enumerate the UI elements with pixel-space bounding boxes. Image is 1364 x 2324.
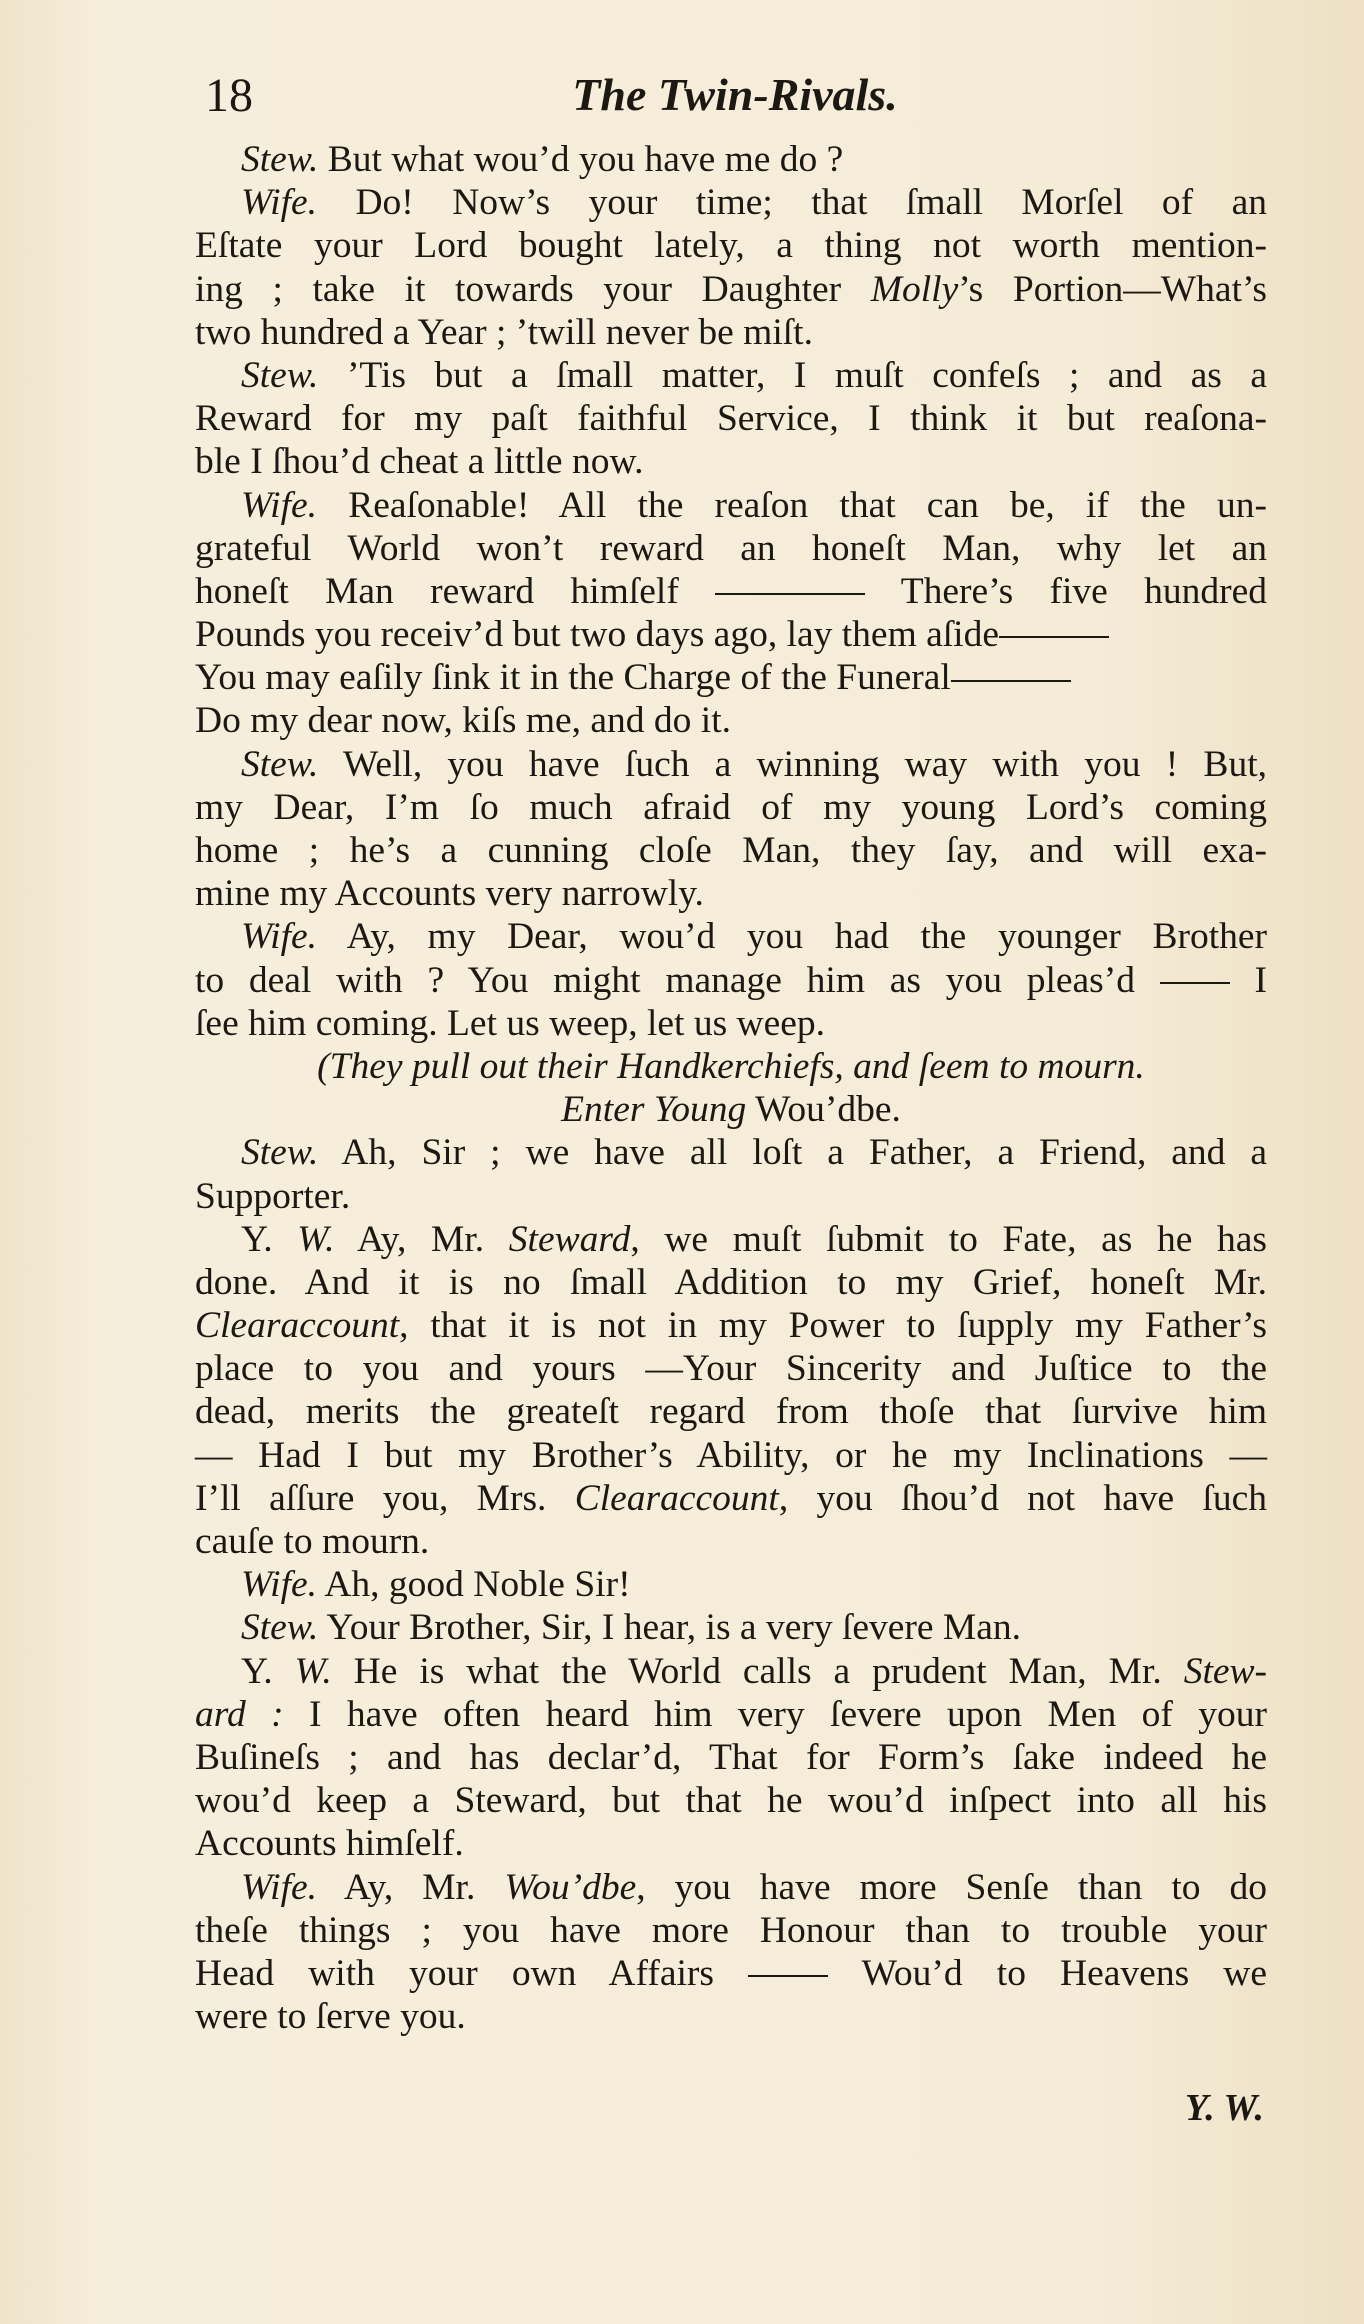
line-text: done. And it is no ſmall Addition to my Grief, honeſt Mr. — [195, 1261, 1267, 1303]
text-line — [195, 699, 1267, 742]
line-text: my Dear, I’m ſo much afraid of my young Lord’s coming — [195, 786, 1267, 828]
italic-text: Wou’dbe — [504, 1866, 637, 1908]
line-text: Reaſonable! All the reaſon that can be, if the un- — [317, 484, 1267, 526]
italic-text: Stew- — [1183, 1650, 1268, 1692]
text-line — [195, 268, 1267, 311]
text-line — [195, 1909, 1267, 1952]
dash-rule — [1160, 982, 1230, 984]
line-text: two hundred a Year ; ’twill never be miſt. — [195, 311, 813, 353]
text-line — [195, 915, 1267, 958]
speaker-name: Wife. — [241, 182, 318, 224]
speaker-name: W. — [294, 1650, 332, 1692]
text-line — [195, 311, 1267, 354]
line-text: Pounds you receiv’d but two days ago, lay them aſide — [195, 614, 999, 656]
italic-text: Steward — [508, 1218, 631, 1260]
line-text: place to you and yours —Your Sincerity and Juſtice to the — [195, 1348, 1267, 1390]
text-line — [195, 1175, 1267, 1218]
text-line — [195, 613, 1267, 656]
text-line — [195, 1434, 1267, 1477]
play-text — [195, 138, 1267, 2038]
text-line — [195, 1347, 1267, 1390]
text-line — [195, 786, 1267, 829]
italic-text: Clearaccount — [195, 1305, 400, 1347]
italic-text: (They pull out their Handkerchiefs, and ſeem to mourn. — [317, 1045, 1145, 1087]
speaker-name: Stew. — [241, 743, 319, 785]
text-line — [195, 570, 1267, 613]
line-text: You may eaſily ſink it in the Charge of the Funeral — [195, 657, 951, 699]
line-text: Do! Now’s your time; that ſmall Morſel of an — [317, 182, 1267, 224]
speaker-name: Stew. — [241, 1607, 319, 1649]
line-text: Y. — [241, 1218, 298, 1260]
line-text: I’ll aſſure you, Mrs. — [195, 1477, 575, 1519]
text-line — [195, 1952, 1267, 1995]
text-line — [195, 440, 1267, 483]
line-text: , we muſt ſubmit to Fate, as he has — [630, 1218, 1268, 1260]
text-line — [195, 1045, 1267, 1088]
line-text: ’s Portion—What’s — [958, 268, 1268, 310]
line-text: mine my Accounts very narrowly. — [195, 873, 704, 915]
line-text: He is what the World calls a prudent Man, Mr. — [331, 1650, 1184, 1692]
text-line — [195, 1866, 1267, 1909]
line-text: Ah, good Noble Sir! — [317, 1564, 631, 1606]
text-line — [195, 1693, 1267, 1736]
text-line — [195, 1779, 1267, 1822]
running-title: The Twin-Rivals. — [572, 69, 898, 120]
speaker-name: Wife. — [241, 1866, 318, 1908]
italic-text: Enter Young — [561, 1089, 747, 1131]
speaker-name: Stew. — [241, 139, 319, 180]
text-line — [195, 1736, 1267, 1779]
text-line — [195, 484, 1267, 527]
dash-rule — [748, 1975, 828, 1977]
line-text: Ay, Mr. — [334, 1218, 509, 1260]
text-line — [195, 1304, 1267, 1347]
line-text: ing ; take it towards your Daughter — [195, 268, 871, 310]
text-line — [195, 527, 1267, 570]
speaker-name: Stew. — [241, 354, 319, 396]
line-text: I have often heard him very ſevere upon Men of your — [283, 1693, 1267, 1735]
line-text: cauſe to mourn. — [195, 1521, 430, 1562]
line-text: , you have more Senſe than to do — [636, 1866, 1267, 1908]
text-line — [195, 743, 1267, 786]
line-text: Accounts himſelf. — [195, 1823, 464, 1865]
speaker-name: Wife. — [241, 916, 318, 958]
line-text: Y. — [241, 1650, 295, 1692]
text-line — [195, 1650, 1267, 1693]
line-text: , that it is not in my Power to ſupply my Father’s — [399, 1305, 1267, 1347]
text-line — [195, 1131, 1267, 1174]
line-text: ’Tis but a ſmall matter, I muſt confeſs ; and as a — [318, 354, 1267, 396]
line-text: Wou’d to Heavens we — [828, 1952, 1267, 1994]
line-text: honeſt Man reward himſelf — [195, 570, 716, 612]
line-text: Reward for my paſt faithful Service, I think it but reaſona- — [195, 398, 1267, 440]
line-text: Ah, Sir ; we have all loſt a Father, a Friend, and a — [318, 1132, 1267, 1174]
text-line — [195, 1606, 1267, 1649]
line-text: theſe things ; you have more Honour than to trouble your — [195, 1909, 1267, 1951]
text-line — [195, 354, 1267, 397]
text-line — [195, 1995, 1267, 2038]
line-text: Head with your own Affairs — [195, 1952, 749, 1994]
line-text: , you ſhou’d not have ſuch — [778, 1477, 1267, 1519]
catchword: Y. W. — [1184, 2087, 1264, 2129]
line-text: home ; he’s a cunning cloſe Man, they ſay, and will exa- — [195, 830, 1267, 871]
line-text: Wou’dbe. — [746, 1089, 901, 1131]
page-header — [205, 62, 1265, 142]
speaker-name: Wife. — [241, 1564, 318, 1606]
line-text: Your Brother, Sir, I hear, is a very ſevere Man. — [318, 1607, 1022, 1649]
speaker-name: Wife. — [241, 484, 318, 526]
text-line — [195, 1218, 1267, 1261]
italic-text: Clearaccount — [574, 1477, 779, 1519]
line-text: But what wou’d you have me do ? — [318, 139, 844, 180]
text-line — [195, 829, 1267, 872]
dash-rule — [715, 593, 865, 595]
line-text: wou’d keep a Steward, but that he wou’d inſpect into all his — [195, 1780, 1267, 1822]
line-text: There’s five hundred — [865, 570, 1268, 612]
line-text: Supporter. — [195, 1175, 351, 1217]
italic-text: ard : — [195, 1693, 284, 1735]
line-text: ble I ſhou’d cheat a little now. — [195, 441, 644, 483]
line-text: — Had I but my Brother’s Ability, or he my Inclinations — — [195, 1434, 1267, 1476]
line-text: Well, you have ſuch a winning way with you ! But, — [318, 743, 1267, 785]
text-line — [195, 1563, 1267, 1606]
line-text: Eſtate your Lord bought lately, a thing not worth mention- — [195, 225, 1267, 267]
text-line — [195, 1390, 1267, 1433]
text-line — [195, 1477, 1267, 1520]
text-line — [195, 1520, 1267, 1563]
dash-rule — [999, 636, 1109, 638]
line-text: grateful World won’t reward an honeſt Man, why let an — [195, 527, 1267, 569]
line-text: ſee him coming. Let us weep, let us weep. — [195, 1002, 826, 1044]
speaker-name: Stew. — [241, 1132, 319, 1174]
text-line — [195, 138, 1267, 181]
line-text: Ay, Mr. — [317, 1866, 505, 1908]
text-line — [195, 872, 1267, 915]
line-text: I — [1229, 959, 1267, 1001]
line-text: dead, merits the greateſt regard from thoſe that ſurvive him — [195, 1391, 1267, 1433]
page-number: 18 — [205, 69, 253, 122]
speaker-name: W. — [297, 1218, 335, 1260]
text-line — [195, 397, 1267, 440]
line-text: Do my dear now, kiſs me, and do it. — [195, 700, 732, 742]
line-text: Buſineſs ; and has declar’d, That for Form’s ſake indeed he — [195, 1736, 1267, 1778]
text-line — [195, 959, 1267, 1002]
text-line — [195, 1002, 1267, 1045]
text-line — [195, 1261, 1267, 1304]
text-line — [195, 1822, 1267, 1865]
line-text: to deal with ? You might manage him as you pleas’d — [195, 959, 1160, 1001]
dash-rule — [951, 680, 1071, 682]
italic-text: Molly — [870, 268, 959, 310]
text-line — [195, 1088, 1267, 1131]
text-line — [195, 181, 1267, 224]
text-line — [195, 656, 1267, 699]
line-text: were to ſerve you. — [195, 1996, 466, 2038]
line-text: Ay, my Dear, wou’d you had the younger Brother — [317, 916, 1267, 958]
text-line — [195, 224, 1267, 267]
